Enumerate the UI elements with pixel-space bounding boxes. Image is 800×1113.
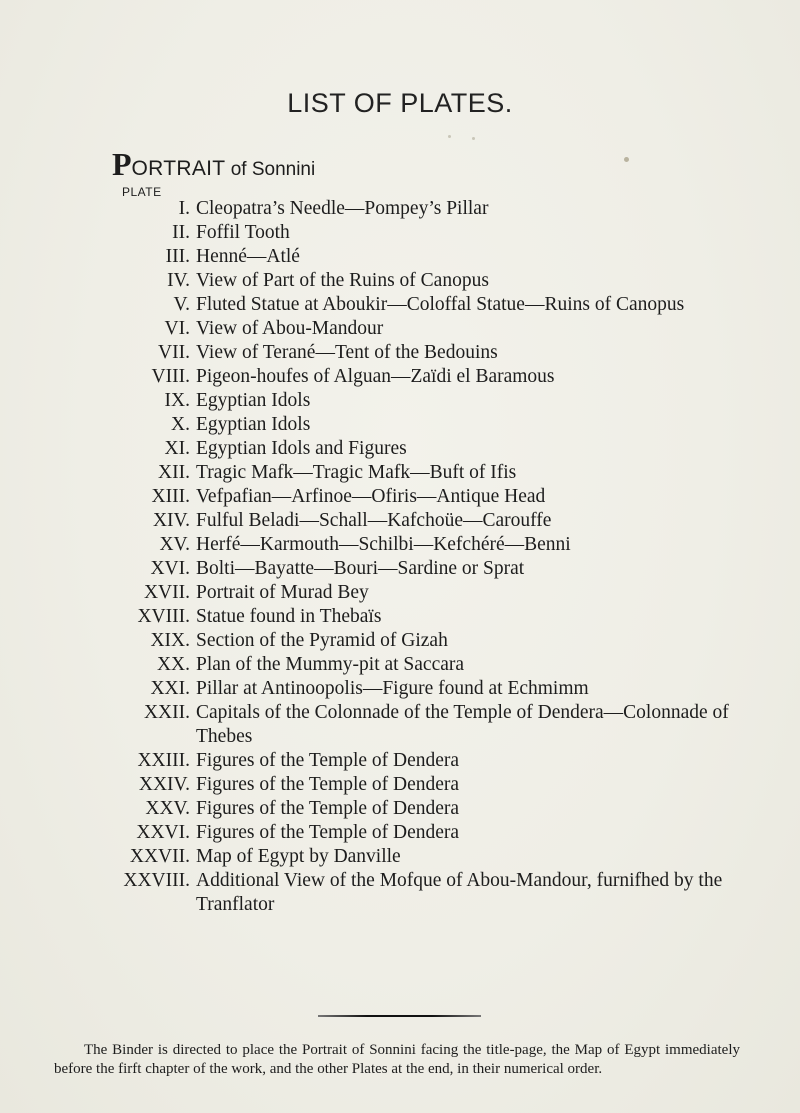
plate-title: Foffil Tooth — [196, 222, 290, 243]
plate-title: Fulful Beladi—Schall—Kafchoüe—Carouffe — [196, 510, 552, 531]
portrait-entry — [112, 148, 315, 181]
plate-row — [0, 317, 800, 341]
plate-title: Vefpafian—Arfinoe—Ofiris—Antique Head — [196, 486, 546, 507]
portrait-word: ORTRAIT — [131, 157, 226, 180]
plate-row — [0, 365, 800, 389]
plate-title: Capitals of the Colonnade of the Temple of Dendera—Colonnade of Thebes — [196, 702, 729, 747]
plate-title: Map of Egypt by Danville — [196, 846, 401, 867]
plate-row — [0, 461, 800, 485]
plate-row — [0, 581, 800, 605]
plate-number: V. — [173, 294, 190, 315]
plate-row — [0, 245, 800, 269]
plate-row — [0, 485, 800, 509]
plate-number: XXI. — [150, 678, 190, 699]
plate-row — [0, 437, 800, 461]
plate-title: Pigeon-houfes of Alguan—Zaïdi el Baramous — [196, 366, 555, 387]
plate-number: XII. — [158, 462, 190, 483]
plate-row — [0, 533, 800, 557]
plate-row — [0, 197, 800, 221]
plate-number: XXV. — [145, 798, 190, 819]
plate-row — [0, 605, 800, 629]
plate-row — [0, 509, 800, 533]
plate-number: VII. — [158, 342, 190, 363]
plate-title: Egyptian Idols — [196, 414, 311, 435]
plate-title: Bolti—Bayatte—Bouri—Sardine or Sprat — [196, 558, 525, 579]
plate-row — [0, 797, 800, 821]
plate-title: Henné—Atlé — [196, 246, 300, 267]
plate-title: Figures of the Temple of Dendera — [196, 750, 460, 771]
plate-title: Section of the Pyramid of Gizah — [196, 630, 448, 651]
plate-number: XXVI. — [136, 822, 190, 843]
plate-row — [0, 293, 800, 317]
plate-title: Figures of the Temple of Dendera — [196, 774, 460, 795]
plate-number: VI. — [164, 318, 190, 339]
plate-title: Statue found in Thebaïs — [196, 606, 382, 627]
plate-number: XIII. — [151, 486, 190, 507]
plate-number: XVI. — [150, 558, 190, 579]
plate-row — [0, 653, 800, 677]
portrait-subject: of Sonnini — [225, 159, 316, 180]
plate-number: XXII. — [143, 702, 190, 723]
plate-row — [0, 701, 800, 749]
plate-title: View of Terané—Tent of the Bedouins — [196, 342, 498, 363]
page-title: LIST OF PLATES. — [287, 88, 513, 118]
plate-row — [0, 821, 800, 845]
plate-number: IV. — [167, 270, 190, 291]
plate-title: Figures of the Temple of Dendera — [196, 822, 460, 843]
plate-title: Tragic Mafk—Tragic Mafk—Buft of Ifis — [196, 462, 517, 483]
plate-row — [0, 749, 800, 773]
divider-rule — [318, 1015, 481, 1017]
plate-title: Egyptian Idols — [196, 390, 311, 411]
plate-row — [0, 869, 800, 917]
plate-number: XV. — [159, 534, 190, 555]
plate-number: IX. — [164, 390, 190, 411]
plate-title: View of Part of the Ruins of Canopus — [196, 270, 489, 291]
plate-row — [0, 845, 800, 869]
plate-number: VIII. — [151, 366, 190, 387]
plate-row — [0, 677, 800, 701]
plate-title: Figures of the Temple of Dendera — [196, 798, 460, 819]
plate-row — [0, 221, 800, 245]
plate-number: XVII. — [143, 582, 190, 603]
portrait-initial: P — [112, 146, 132, 182]
plate-number: XIV. — [152, 510, 190, 531]
plate-row — [0, 413, 800, 437]
plate-row — [0, 269, 800, 293]
plate-number: XI. — [164, 438, 190, 459]
binder-note: The Binder is directed to place the Portrait of Sonnini facing the title-page, the Map of Egypt immediately before the firft chapter of the work, and the other Plates at the end, in their numerical order. — [54, 1042, 740, 1077]
plate-title: Pillar at Antinoopolis—Figure found at Echmimm — [196, 678, 589, 699]
plate-title: Portrait of Murad Bey — [196, 582, 369, 603]
plate-row — [0, 389, 800, 413]
plate-row — [0, 557, 800, 581]
plate-number: X. — [171, 414, 190, 435]
plate-list — [0, 197, 800, 917]
plate-column-header: PLATE — [122, 185, 162, 199]
plate-number: XX. — [156, 654, 190, 675]
plate-number: III. — [165, 246, 190, 267]
plate-number: II. — [172, 222, 190, 243]
plate-row — [0, 341, 800, 365]
plate-number: XIX. — [150, 630, 190, 651]
plate-number: XVIII. — [137, 606, 190, 627]
plate-title: View of Abou-Mandour — [196, 318, 384, 339]
plate-title: Egyptian Idols and Figures — [196, 438, 407, 459]
plate-number: XXIV. — [138, 774, 190, 795]
plate-title: Additional View of the Mofque of Abou-Mandour, furnifhed by the Tranflator — [196, 870, 723, 915]
plate-row — [0, 629, 800, 653]
plate-number: XXVIII. — [123, 870, 190, 891]
plate-title: Plan of the Mummy-pit at Saccara — [196, 654, 465, 675]
plate-row — [0, 773, 800, 797]
plate-number: XXIII. — [137, 750, 190, 771]
plate-number: XXVII. — [129, 846, 190, 867]
plate-title: Cleopatra’s Needle—Pompey’s Pillar — [196, 198, 489, 219]
plate-title: Herfé—Karmouth—Schilbi—Kefchéré—Benni — [196, 534, 571, 555]
plate-number: I. — [178, 198, 190, 219]
plate-title: Fluted Statue at Aboukir—Coloffal Statue—Ruins of Canopus — [196, 294, 685, 315]
